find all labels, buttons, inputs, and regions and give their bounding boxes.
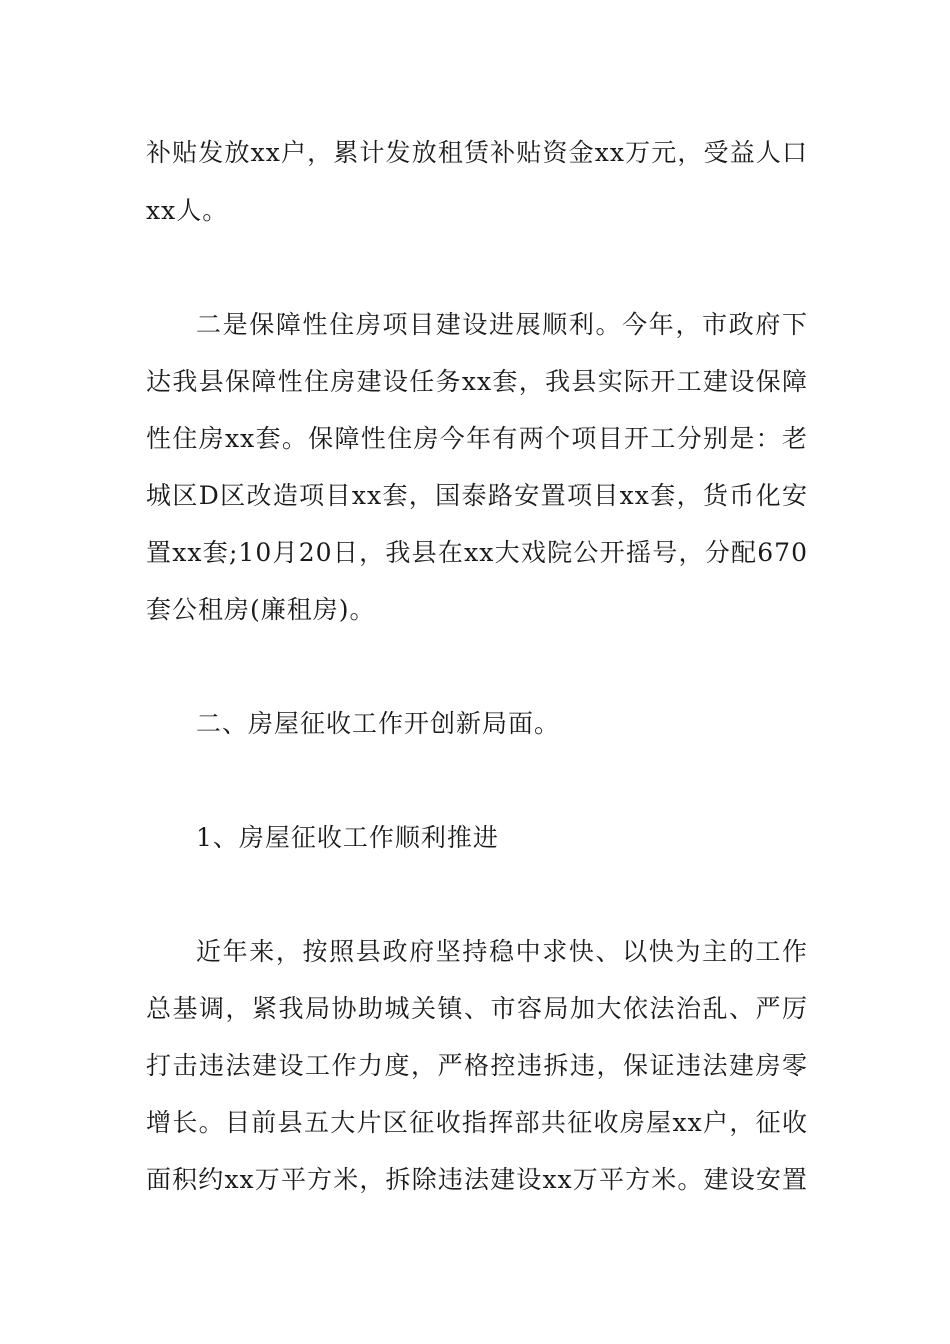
paragraph-line: xx人。 — [146, 196, 229, 225]
paragraph-line: 置xx套;10月20日，我县在xx大戏院公开摇号，分配670 — [146, 538, 808, 567]
subsection-heading: 1、房屋征收工作顺利推进 — [196, 823, 499, 852]
paragraph-line: 二是保障性住房项目建设进展顺利。今年，市政府下 — [196, 310, 808, 339]
paragraph-line: 打击违法建设工作力度，严格控违拆违，保证违法建房零 — [146, 1051, 808, 1080]
section-heading: 二、房屋征收工作开创新局面。 — [196, 709, 561, 738]
paragraph-line: 增长。目前县五大片区征收指挥部共征收房屋xx户，征收 — [146, 1108, 808, 1137]
paragraph-line: 补贴发放xx户，累计发放租赁补贴资金xx万元，受益人口 — [146, 138, 808, 167]
paragraph-line: 总基调，紧我局协助城关镇、市容局加大依法治乱、严厉 — [146, 994, 808, 1023]
paragraph-line: 城区D区改造项目xx套，国泰路安置项目xx套，货币化安 — [146, 481, 808, 510]
paragraph-line: 面积约xx万平方米，拆除违法建设xx万平方米。建设安置 — [146, 1165, 808, 1194]
paragraph-line: 近年来，按照县政府坚持稳中求快、以快为主的工作 — [196, 937, 808, 966]
paragraph-line: 达我县保障性住房建设任务xx套，我县实际开工建设保障 — [146, 367, 808, 396]
paragraph-line: 套公租房(廉租房)。 — [146, 595, 376, 624]
paragraph-line: 性住房xx套。保障性住房今年有两个项目开工分别是：老 — [146, 424, 808, 453]
